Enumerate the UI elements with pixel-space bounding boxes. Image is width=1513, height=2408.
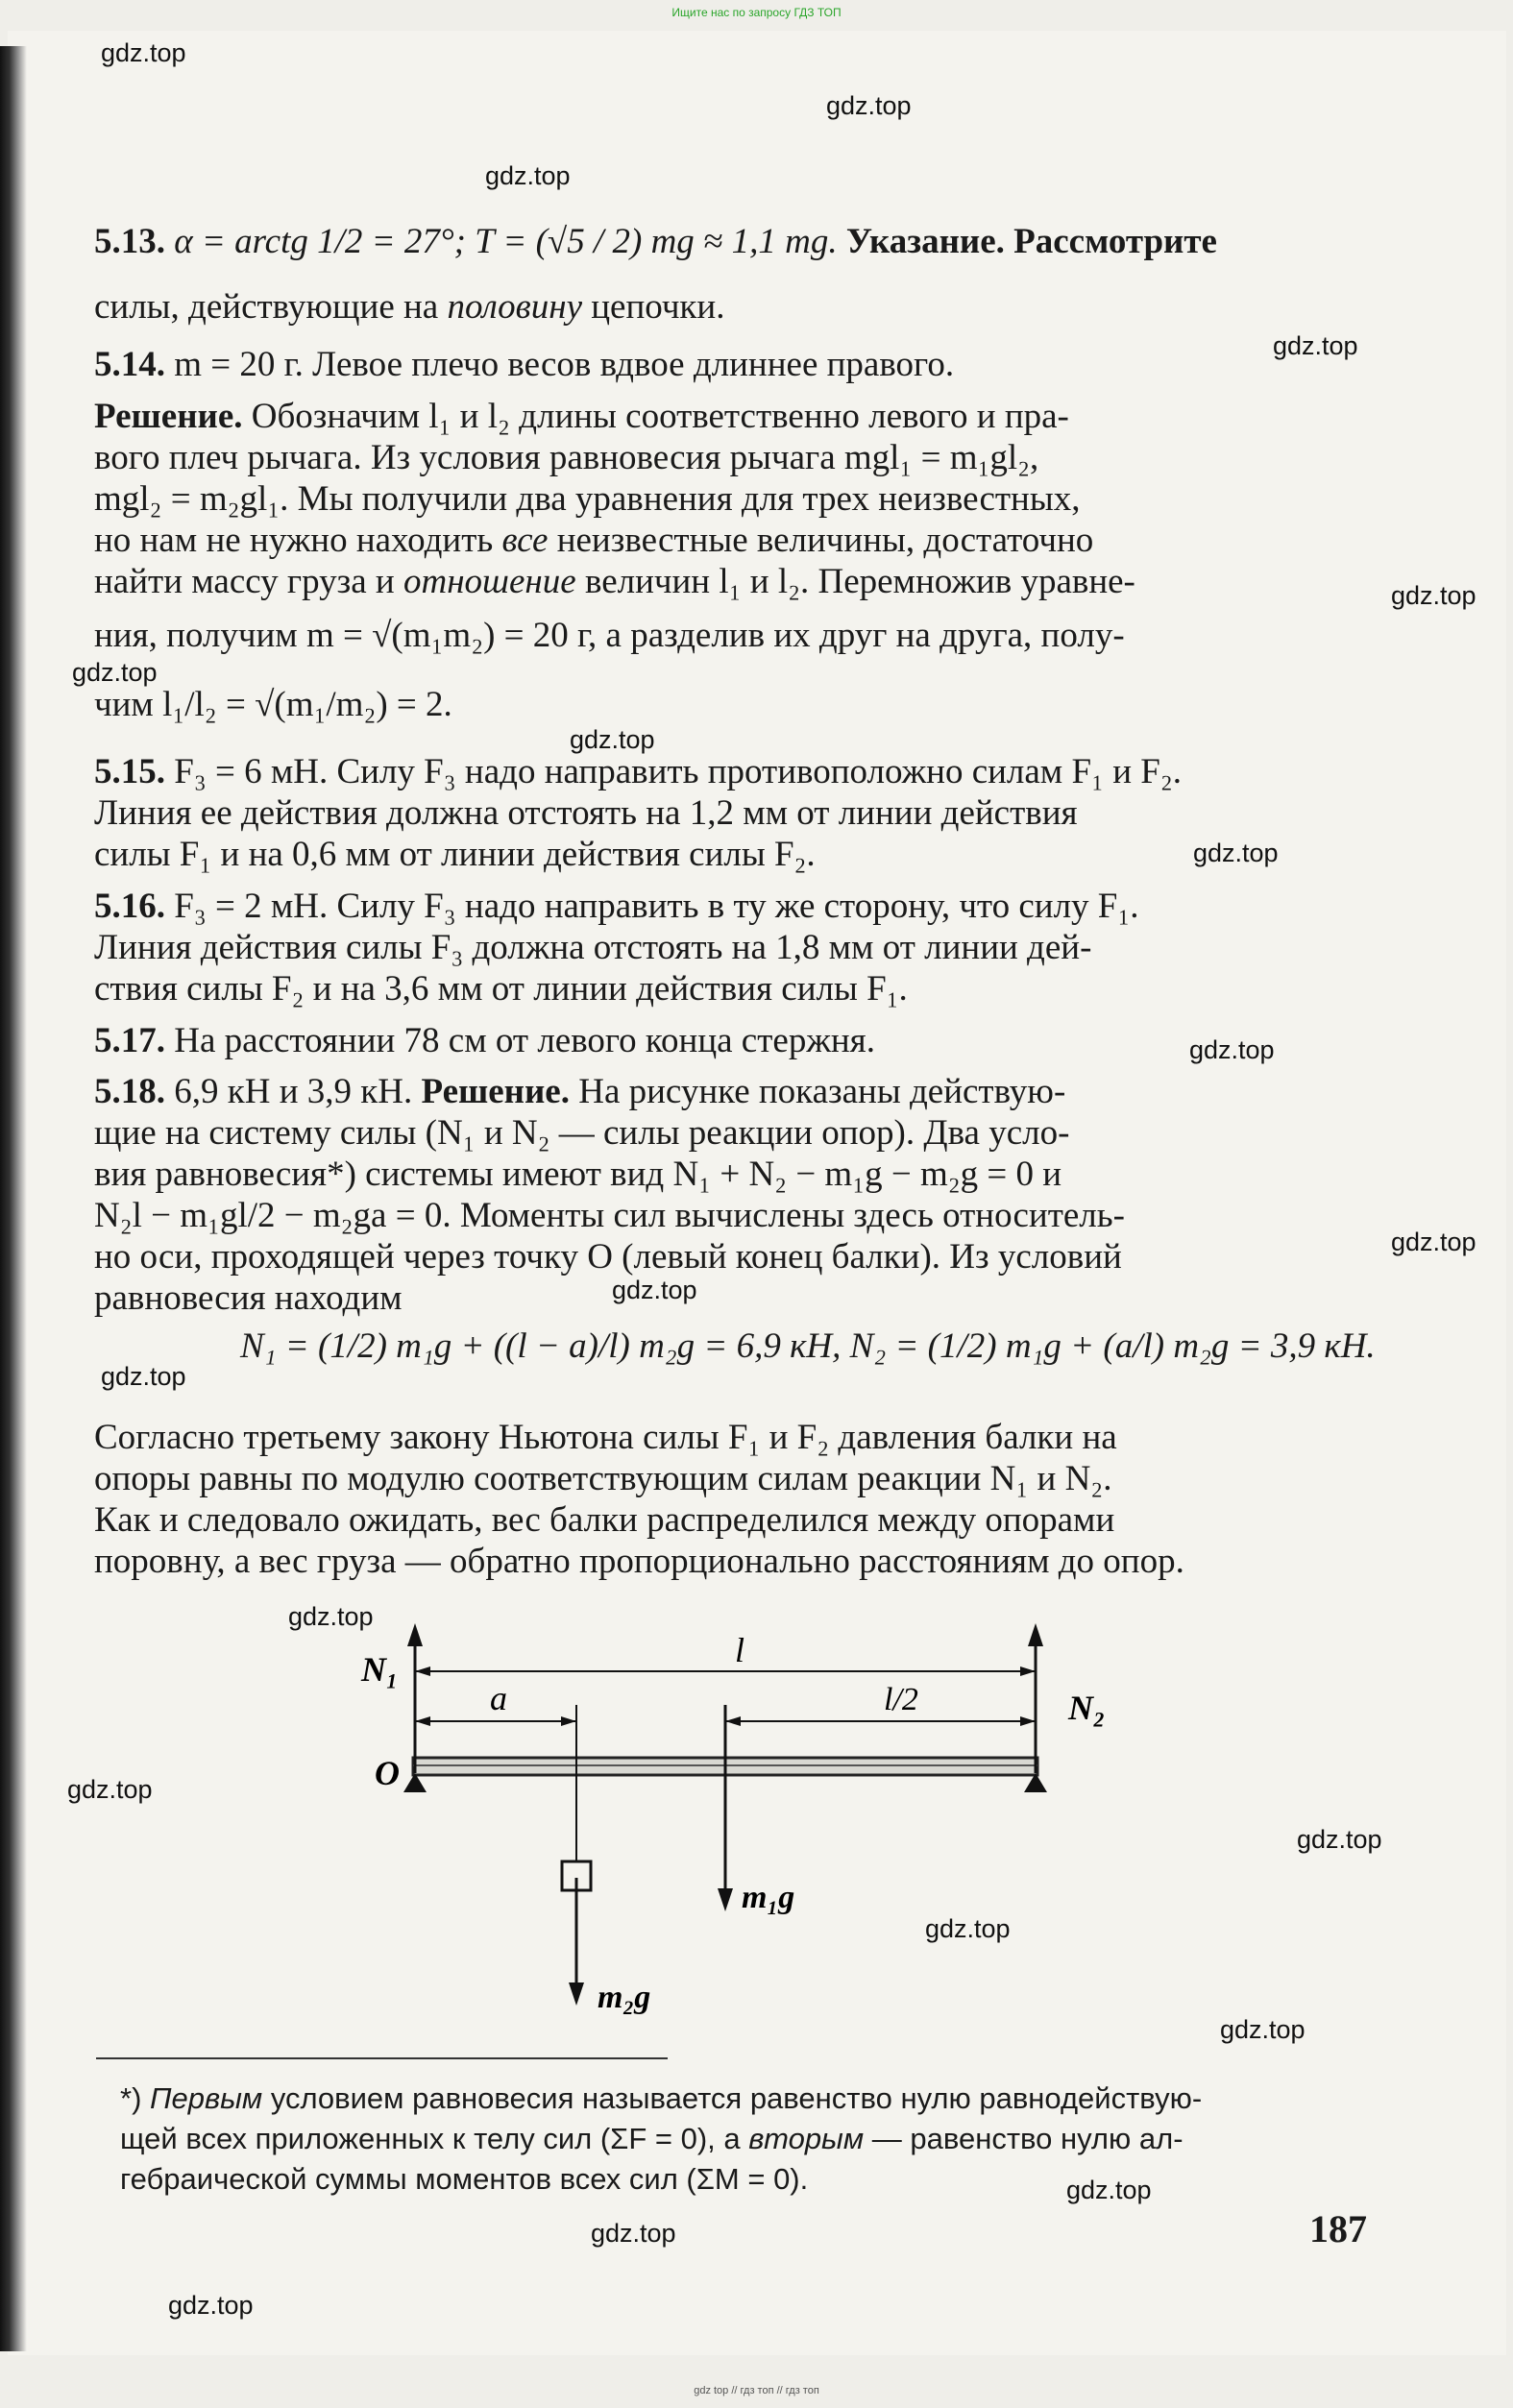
hint-text: Рассмотрите bbox=[1013, 222, 1217, 261]
label-a: a bbox=[490, 1679, 507, 1717]
problem-number: 5.18. bbox=[94, 1072, 165, 1111]
problem-number: 5.14. bbox=[94, 345, 165, 384]
top-banner[interactable]: Ищите нас по запросу ГДЗ ТОП bbox=[671, 6, 842, 19]
text-line: ствия силы F₂ и на 3,6 мм от линии действия силы F₁. bbox=[94, 969, 908, 1009]
text-line: опоры равны по модулю соответствующим силам реакции N₁ и N₂. bbox=[94, 1459, 1112, 1498]
footnote-line: щей всех приложенных к телу сил (ΣF = 0), а вторым — равенство нулю ал- bbox=[120, 2122, 1184, 2155]
text-line: Как и следовало ожидать, вес балки распределился между опорами bbox=[94, 1500, 1115, 1540]
problem-number: 5.17. bbox=[94, 1021, 165, 1060]
footnote-line: гебраической суммы моментов всех сил (ΣM = 0). bbox=[120, 2162, 809, 2196]
text-line: N₂l − m₁gl/2 − m₂ga = 0. Моменты сил вычислены здесь относитель- bbox=[94, 1196, 1125, 1235]
text-line: поровну, а вес груза — обратно пропорционально расстояниям до опор. bbox=[94, 1542, 1184, 1581]
text-line: щие на систему силы (N₁ и N₂ — силы реакции опор). Два усло- bbox=[94, 1113, 1070, 1153]
m2g-arrowhead bbox=[569, 1982, 584, 2006]
text-line: силы F₁ и на 0,6 мм от линии действия силы F₂. bbox=[94, 835, 816, 874]
dim-arrowhead bbox=[1020, 1666, 1036, 1676]
watermark: gdz.top bbox=[1220, 2015, 1306, 2044]
text-line: равновесия находим bbox=[94, 1278, 403, 1318]
book-spine-shadow bbox=[0, 46, 27, 2351]
watermark: gdz.top bbox=[1189, 1035, 1275, 1064]
watermark: gdz.top bbox=[1391, 1228, 1476, 1256]
watermark: gdz.top bbox=[485, 161, 571, 190]
watermark: gdz.top bbox=[67, 1775, 153, 1804]
label-l-half: l/2 bbox=[884, 1682, 918, 1717]
watermark: gdz.top bbox=[1193, 839, 1279, 867]
watermark: gdz.top bbox=[1391, 581, 1476, 610]
problem-number: 5.16. bbox=[94, 887, 165, 926]
watermark: gdz.top bbox=[101, 38, 186, 67]
solution-label: Решение. bbox=[94, 397, 243, 436]
dim-arrowhead bbox=[725, 1716, 741, 1726]
text-line: вого плеч рычага. Из условия равновесия рычага mgl₁ = m₁gl₂, bbox=[94, 438, 1039, 477]
watermark: gdz.top bbox=[925, 1914, 1011, 1943]
text-line: но оси, проходящей через точку O (левый конец балки). Из условий bbox=[94, 1237, 1122, 1277]
text-line: mgl₂ = m₂gl₁. Мы получили два уравнения для трех неизвестных, bbox=[94, 479, 1081, 519]
problem-number: 5.15. bbox=[94, 752, 165, 791]
hint-label: Указание. bbox=[845, 222, 1005, 261]
problem-number: 5.13. bbox=[94, 222, 165, 261]
dim-arrowhead bbox=[415, 1666, 430, 1676]
text-line: чим l₁/l₂ = √(m₁/m₂) = 2. bbox=[94, 685, 452, 724]
answer-5-13 bbox=[94, 221, 1386, 262]
page-number: 187 bbox=[1309, 2207, 1367, 2250]
label-m2g: m₂g bbox=[598, 1980, 651, 2015]
watermark: gdz.top bbox=[826, 91, 912, 120]
answer-5-14: 5.14. m = 20 г. Левое плечо весов вдвое длиннее правого. bbox=[94, 345, 955, 384]
watermark: gdz.top bbox=[168, 2291, 254, 2320]
solution-label: Решение. bbox=[421, 1072, 570, 1111]
beam-diagram bbox=[346, 1614, 1114, 2036]
dim-arrowhead bbox=[415, 1716, 430, 1726]
answer-5-18: 5.18. 6,9 кН и 3,9 кН. Решение. На рисунке показаны действую- bbox=[94, 1072, 1066, 1111]
footnote-divider bbox=[96, 2057, 668, 2059]
text-line: Линия ее действия должна отстоять на 1,2 мм от линии действия bbox=[94, 793, 1078, 833]
text-line: Согласно третьему закону Ньютона силы F₁ и F₂ давления балки на bbox=[94, 1418, 1117, 1457]
watermark: gdz.top bbox=[591, 2219, 676, 2248]
text-line: Линия действия силы F₃ должна отстоять на 1,8 мм от линии дей- bbox=[94, 928, 1092, 967]
n2-arrowhead bbox=[1028, 1623, 1043, 1646]
label-n1: N₁ bbox=[361, 1650, 399, 1689]
watermark: gdz.top bbox=[1297, 1825, 1382, 1854]
answer-5-16: 5.16. F₃ = 2 мН. Силу F₃ надо направить в ту же сторону, что силу F₁. bbox=[94, 887, 1139, 926]
label-m1g: m₁g bbox=[742, 1880, 795, 1915]
dim-arrowhead bbox=[1020, 1716, 1036, 1726]
equilibrium-formula: N₁ = (1/2) m₁g + ((l − a)/l) m₂g = 6,9 кН, N₂ = (1/2) m₁g + (a/l) m₂g = 3,9 кН. bbox=[240, 1326, 1376, 1366]
answer-5-15: 5.15. F₃ = 6 мН. Силу F₃ надо направить противоположно силам F₁ и F₂. bbox=[94, 752, 1182, 791]
m1g-arrowhead bbox=[718, 1888, 733, 1911]
text-line: Решение. Обозначим l₁ и l₂ длины соответственно левого и пра- bbox=[94, 397, 1069, 436]
label-n2: N₂ bbox=[1068, 1689, 1106, 1727]
bottom-banner[interactable]: gdz top // гдз топ // гдз топ bbox=[694, 2385, 819, 2396]
watermark: gdz.top bbox=[612, 1276, 697, 1304]
text-line: ния, получим m = √(m₁m₂) = 20 г, а разделив их друг на друга, полу- bbox=[94, 616, 1125, 655]
text-line: но нам не нужно находить все неизвестные величины, достаточно bbox=[94, 521, 1094, 560]
label-l: l bbox=[735, 1631, 745, 1669]
watermark: gdz.top bbox=[1066, 2176, 1152, 2204]
n1-arrowhead bbox=[407, 1623, 423, 1646]
watermark: gdz.top bbox=[570, 725, 655, 754]
text-line: силы, действующие на половину цепочки. bbox=[94, 287, 725, 327]
watermark: gdz.top bbox=[1273, 331, 1358, 360]
footnote-line: *) Первым условием равновесия называется равенство нулю равнодействую- bbox=[120, 2081, 1203, 2115]
watermark: gdz.top bbox=[72, 658, 158, 687]
text-line: вия равновесия*) системы имеют вид N₁ + N₂ − m₁g − m₂g = 0 и bbox=[94, 1155, 1062, 1194]
formula-inline: α = arctg 1/2 = 27°; T = (√5 / 2) mg ≈ 1,1 mg. bbox=[174, 222, 838, 261]
label-o: O bbox=[375, 1754, 400, 1792]
watermark: gdz.top bbox=[288, 1602, 374, 1631]
dim-arrowhead bbox=[561, 1716, 576, 1726]
watermark: gdz.top bbox=[101, 1362, 186, 1391]
text-line: найти массу груза и отношение величин l₁ и l₂. Перемножив уравне- bbox=[94, 562, 1135, 601]
answer-5-17: 5.17. На расстоянии 78 см от левого конца стержня. bbox=[94, 1021, 875, 1060]
